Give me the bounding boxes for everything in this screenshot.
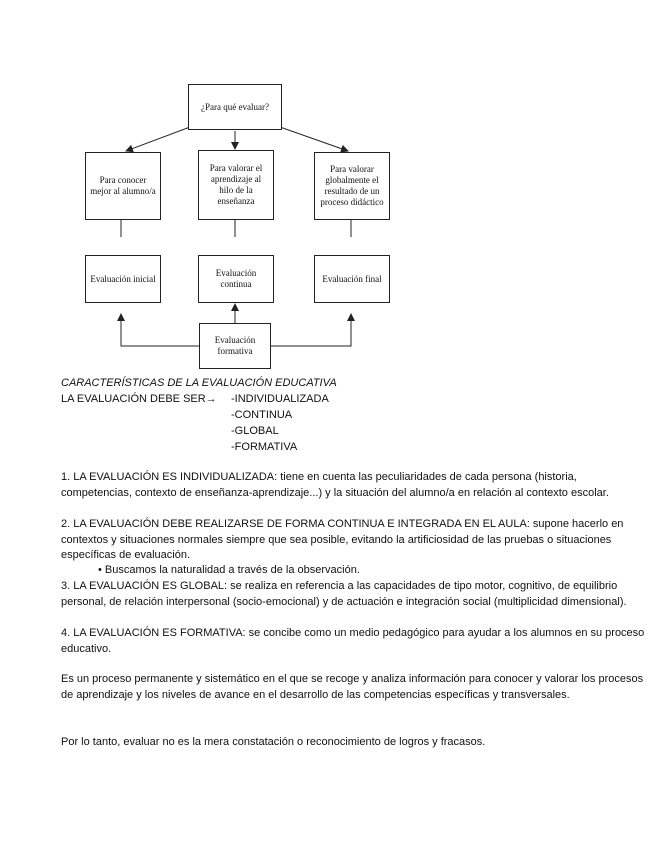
characteristic-item: -FORMATIVA: [231, 441, 298, 453]
characteristic-item: -GLOBAL: [231, 425, 279, 437]
point-2: 2. LA EVALUACIÓN DEBE REALIZARSE DE FORMA CONTINUA E INTEGRADA EN EL AULA: supone hacerlo en contextos y situaciones normales siempre que sea posible, evitando la artificiosidad de las pruebas o situaciones específicas de evaluación.: [61, 518, 624, 561]
question-text: ¿Para qué evaluar?: [201, 101, 269, 112]
formative-box: [199, 323, 271, 369]
feedback-line-right: [270, 314, 351, 346]
feedback-line-left: [121, 314, 200, 346]
purpose-text-3: Para valorar globalmente el resultado de un proceso didáctico: [320, 164, 384, 207]
point-2-bullet: • Buscamos la naturalidad a través de la observación.: [98, 564, 360, 576]
type-box-continuous: [198, 255, 274, 303]
type-text-continuous: Evaluación continua: [215, 268, 257, 289]
purpose-text-2: Para valorar el aprendizaje al hilo de la enseñanza: [209, 163, 263, 206]
purpose-text-1: Para conocer mejor al alumno/a: [90, 175, 156, 196]
conclusion-paragraph: Por lo tanto, evaluar no es la mera constatación o reconocimiento de logros y fracasos.: [61, 736, 486, 748]
characteristics-lead: LA EVALUACIÓN DEBE SER→: [61, 393, 217, 405]
type-text-initial: Evaluación inicial: [90, 273, 156, 284]
type-box-final: [314, 255, 390, 303]
purpose-box-3: [314, 152, 390, 220]
arrow-to-purpose-1: [126, 127, 190, 151]
characteristic-item: -INDIVIDUALIZADA: [231, 393, 329, 405]
definition-paragraph: Es un proceso permanente y sistemático en el que se recoge y analiza información para conocer y valorar los procesos de aprendizaje y los niveles de avance en el desarrollo de las competencias específicas y transversales.: [61, 673, 644, 701]
evaluation-diagram: [0, 0, 655, 380]
point-3: 3. LA EVALUACIÓN ES GLOBAL: se realiza en referencia a las capacidades de tipo motor, cognitivo, de equilibrio personal, de relación interpersonal (socio-emocional) y de actuación e integración social (multiplicidad dimensional).: [61, 580, 627, 608]
purpose-box-2: [198, 150, 274, 220]
purpose-box-1: [85, 152, 161, 220]
point-1: 1. LA EVALUACIÓN ES INDIVIDUALIZADA: tiene en cuenta las peculiaridades de cada persona (historia, competencias, contexto de enseñanza-aprendizaje...) y la situación del alumno/a en relación al contexto escolar.: [61, 471, 609, 499]
arrow-to-purpose-3: [280, 127, 348, 151]
point-4: 4. LA EVALUACIÓN ES FORMATIVA: se concibe como un medio pedagógico para ayudar a los alumnos en su proceso educativo.: [61, 627, 645, 655]
type-box-initial: [85, 255, 161, 303]
formative-text: Evaluación formativa: [214, 335, 256, 356]
question-box: [188, 84, 282, 130]
type-text-final: Evaluación final: [322, 273, 382, 284]
characteristics-heading: CARACTERÍSTICAS DE LA EVALUACIÓN EDUCATIVA: [61, 377, 337, 389]
characteristic-item: -CONTINUA: [231, 409, 293, 421]
